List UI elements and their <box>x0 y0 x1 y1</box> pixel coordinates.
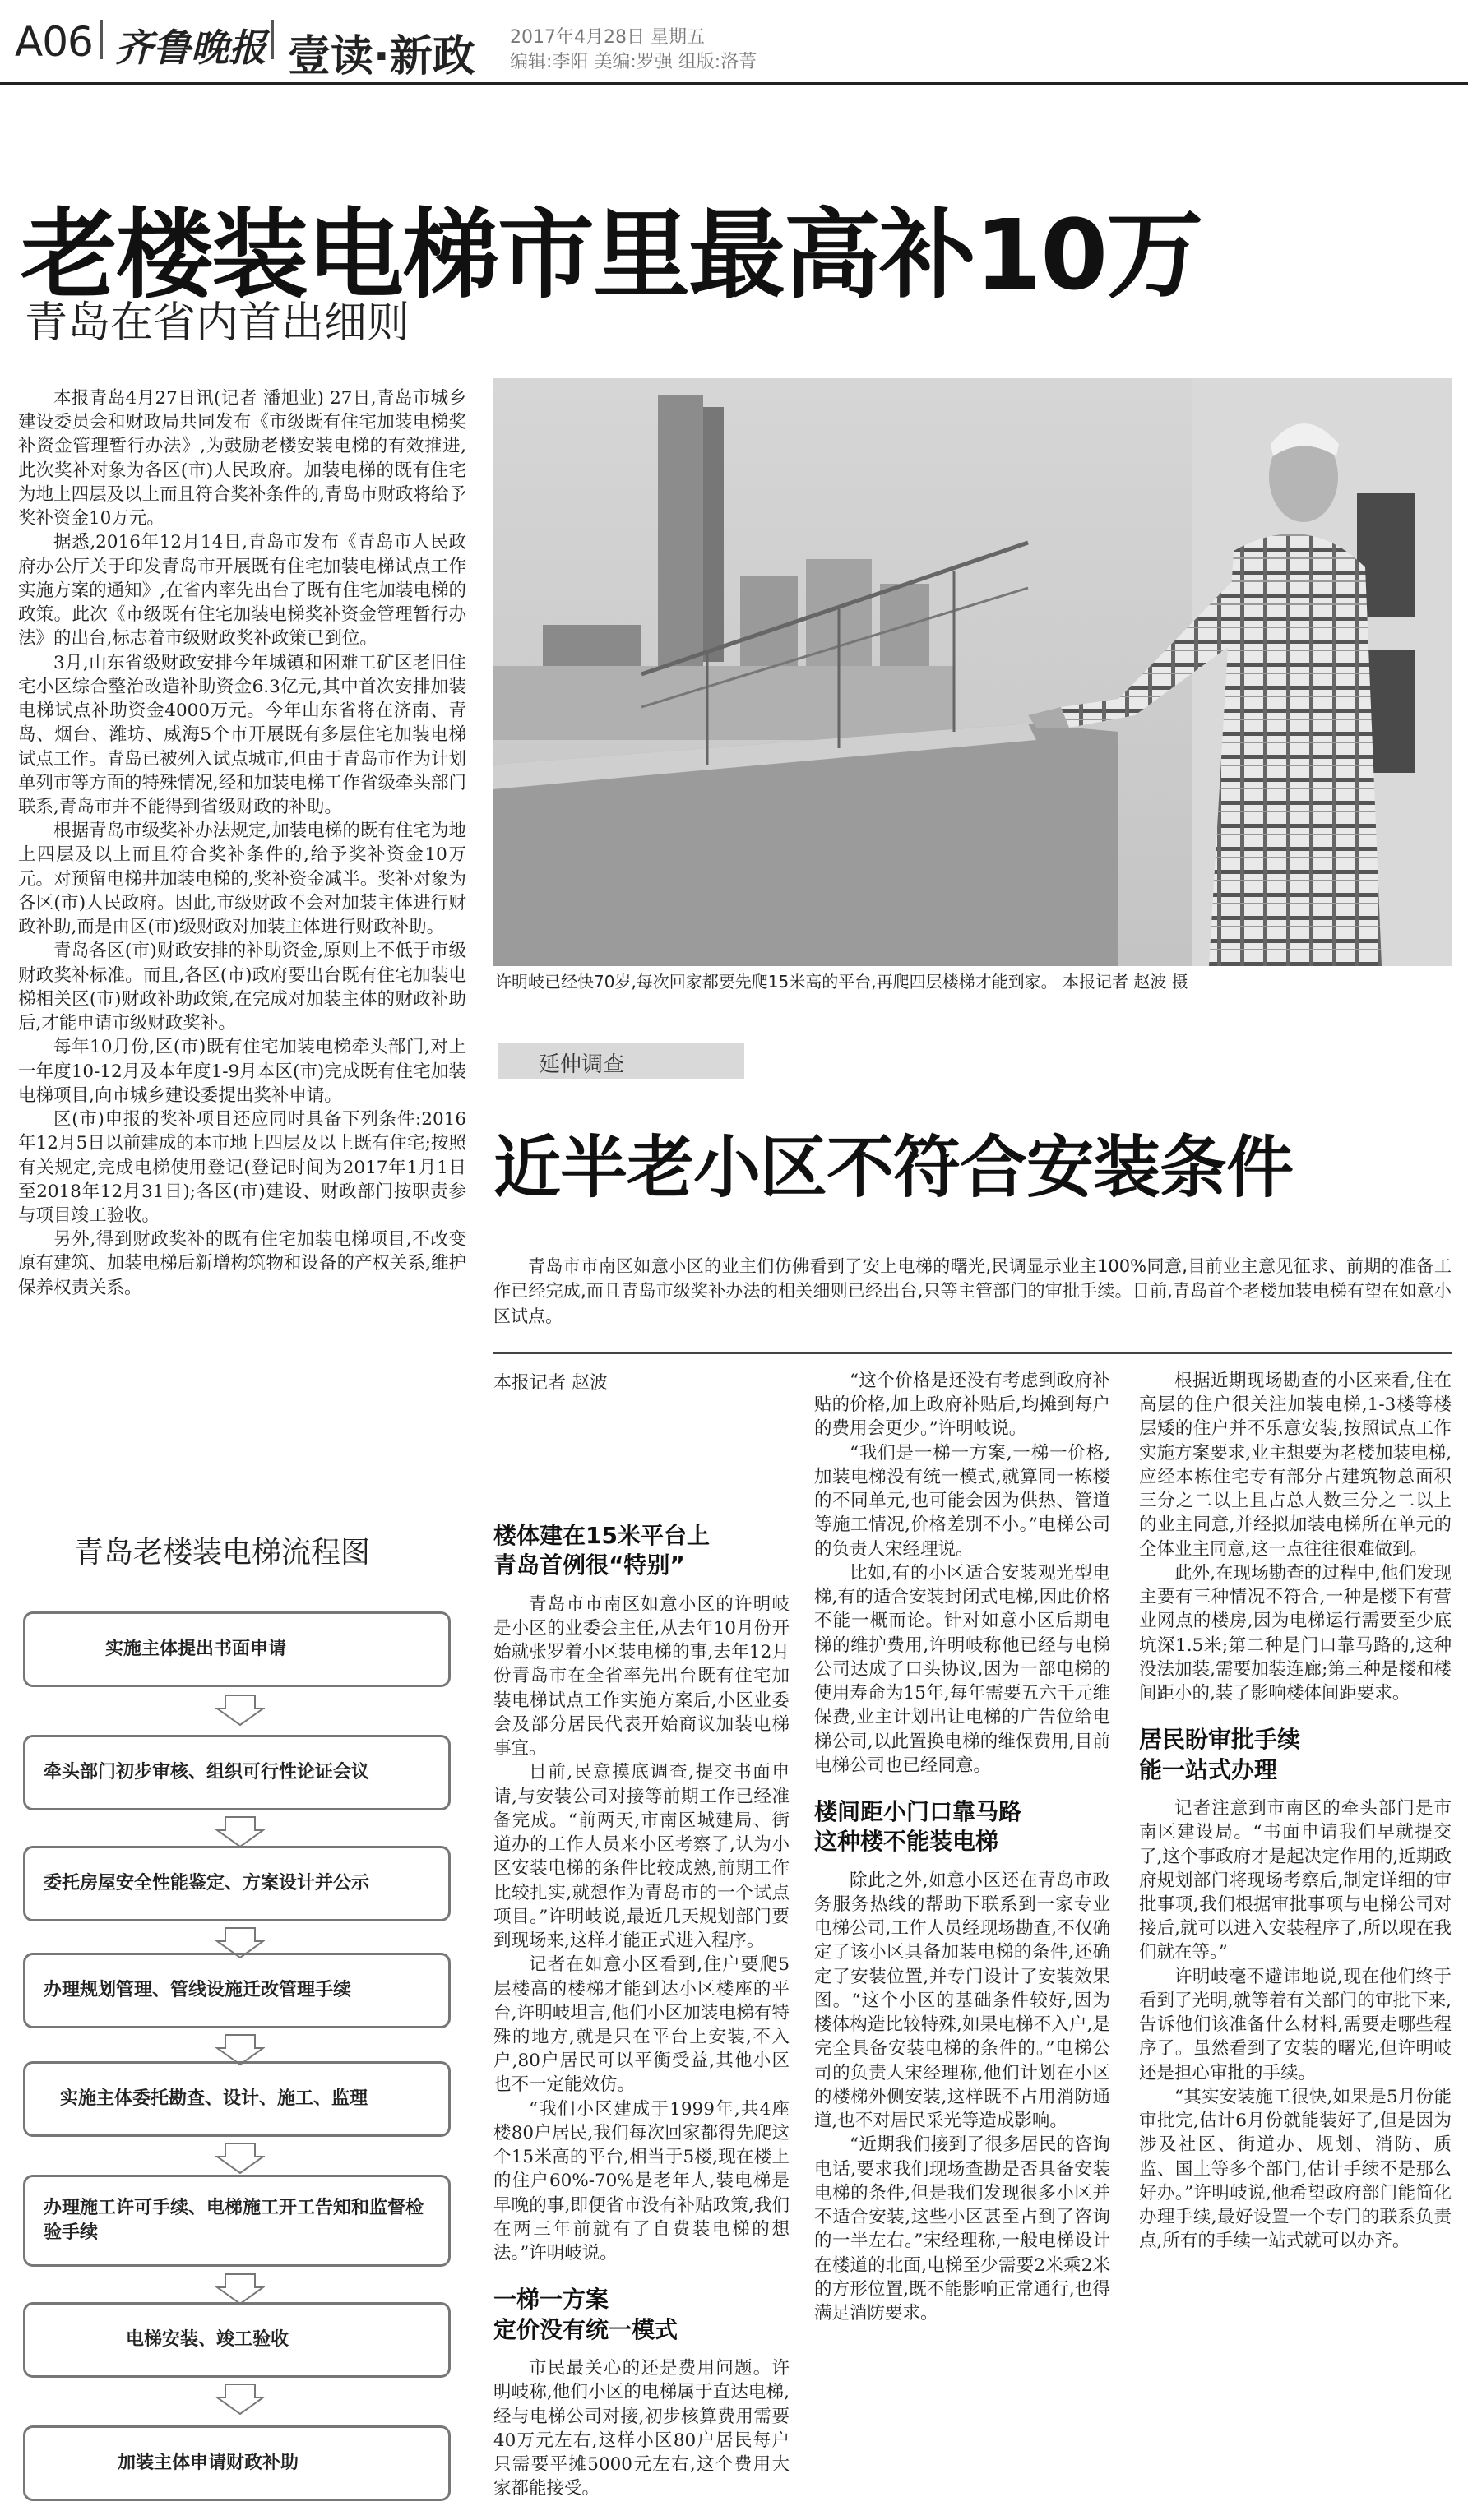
article-paragraph: 记者注意到市南区的牵头部门是市南区建设局。“书面申请我们早就提交了,这个事政府才是起决定作用的,近期政府规划部门将现场考察后,制定详细的审批事项,我们根据审批事项与电梯公司对接后,就可以进入安装程序了,所以现在我们就在等。” <box>1139 1798 1452 1963</box>
article-paragraph: 青岛各区(市)财政安排的补助资金,原则上不低于市级财政奖补标准。而且,各区(市)政府要出台既有住宅加装电梯相关区(市)财政补助政策,在完成对加装主体的财政补助后,才能申请市级财政奖补。 <box>18 941 466 1034</box>
flowchart-step-label: 办理规划管理、管线设施迁改管理手续 <box>44 1980 352 2001</box>
article-column <box>1139 1369 1452 2254</box>
section-title: 壹读·新政 <box>288 32 475 81</box>
flowchart-step-label: 实施主体委托勘查、设计、施工、监理 <box>60 2088 368 2110</box>
article-paragraph: 每年10月份,区(市)既有住宅加装电梯牵头部门,对上一年度10-12月及本年度1-9月本区(市)完成既有住宅加装电梯项目,向市城乡建设委提出奖补申请。 <box>18 1037 466 1106</box>
flowchart-arrow-icon <box>215 2142 265 2175</box>
masthead-divider <box>100 20 103 59</box>
article-paragraph: “我们是一梯一方案,一梯一价格,加装电梯没有统一模式,就算同一栋楼的不同单元,也可能会因为供热、管道等施工情况,价格差别不小。”电梯公司的负责人宋经理说。 <box>814 1442 1110 1560</box>
flowchart-step <box>23 1953 451 2028</box>
flowchart-step <box>23 2175 451 2267</box>
article-paragraph: 除此之外,如意小区还在青岛市政务服务热线的帮助下联系到一家专业电梯公司,工作人员经现场勘查,不仅确定了该小区具备加装电梯的条件,还确定了安装位置,并专门设计了安装效果图。“这个小区的基础条件较好,因为楼体构造比较特殊,如果电梯不入户,是完全具备安装电梯的条件的。”电梯公司的负责人宋经理称,他们计划在小区的楼梯外侧安装,这样既不占用消防通道,也不对居民采光等造成影响。 <box>814 1870 1110 2132</box>
main-article-body <box>18 386 466 1300</box>
photo-scene <box>493 378 1452 966</box>
article-paragraph: 区(市)申报的奖补项目还应同时具备下列条件:2016年12月5日以前建成的本市地上四层及以上既有住宅;按照有关规定,完成电梯使用登记(登记时间为2017年1月1日至2018年12月31日);各区(市)建设、财政部门按职责参与项目竣工验收。 <box>18 1109 466 1226</box>
flowchart-step-label: 牵头部门初步审核、组织可行性论证会议 <box>44 1762 370 1783</box>
article-column <box>814 1369 1110 2325</box>
investigation-headline: 近半老小区不符合安装条件 <box>493 1129 1294 1207</box>
newspaper-logo: 齐鲁晚报 <box>115 25 266 70</box>
article-paragraph: “我们小区建成于1999年,共4座楼80户居民,我们每次回家都得先爬这个15米高的平台,相当于5楼,现在楼上的住户60%-70%是老年人,装电梯是早晚的事,即便省市没有补贴政策,我们在两三年前就有了自费装电梯的想法。”许明岐说。 <box>493 2098 790 2264</box>
article-paragraph: 此外,在现场勘查的过程中,他们发现主要有三种情况不符合,一种是楼下有营业网点的楼房,因为电梯运行需要至少底坑深1.5米;第二种是门口靠马路的,这种没法加装,需要加装连廊;第三种是楼和楼间距小的,装了影响楼体间距要求。 <box>1139 1562 1452 1704</box>
article-paragraph: “这个价格是还没有考虑到政府补贴的价格,加上政府补贴后,均摊到每户的费用会更少。”许明岐说。 <box>814 1371 1110 1440</box>
flowchart-step <box>23 1611 451 1687</box>
article-paragraph: 据悉,2016年12月14日,青岛市发布《青岛市人民政府办公厅关于印发青岛市开展既有住宅加装电梯试点工作实施方案的通知》,在省内率先出台了既有住宅加装电梯的政策。此次《市级既有住宅加装电梯奖补资金管理暂行办法》的出台,标志着市级财政奖补政策已到位。 <box>18 532 466 650</box>
lede-rule <box>493 1352 1452 1354</box>
section-heading: 楼间距小门口靠马路 这种楼不能装电梯 <box>814 1797 1022 1856</box>
article-paragraph: 比如,有的小区适合安装观光型电梯,有的适合安装封闭式电梯,因此价格不能一概而论。针对如意小区后期电梯的维护费用,许明岐称他已经与电梯公司达成了口头协议,因为一部电梯的使用寿命为15年,每年需要五六千元维保费,业主计划出让电梯的广告位给电梯公司,以此置换电梯的维保费用,目前电梯公司也已经同意。 <box>814 1562 1110 1776</box>
flowchart-step <box>23 2425 451 2501</box>
masthead-rule <box>0 82 1468 85</box>
flowchart-step-label: 实施主体提出书面申请 <box>105 1639 287 1660</box>
section-heading: 楼体建在15米平台上 青岛首例很“特别” <box>493 1522 710 1579</box>
masthead-divider <box>271 20 274 59</box>
flowchart-step <box>23 2302 451 2378</box>
flowchart-step <box>23 1846 451 1921</box>
main-headline: 老楼装电梯市里最高补10万 <box>21 198 1202 312</box>
flowchart-arrow-icon <box>215 2383 265 2416</box>
flowchart-arrow-icon <box>215 1694 265 1727</box>
article-paragraph: 目前,民意摸底调查,提交书面申请,与安装公司对接等前期工作已经准备完成。“前两天,市南区城建局、街道办的工作人员来小区考察了,认为小区安装电梯的条件比较成熟,前期工作比较扎实,就想作为青岛市的一个试点项目。”许明岐说,最近几天规划部门要到现场来,这样才能正式进入程序。 <box>493 1762 790 1952</box>
article-paragraph: 根据青岛市级奖补办法规定,加装电梯的既有住宅为地上四层及以上而且符合奖补条件的,给予奖补资金10万元。对预留电梯井加装电梯的,奖补资金减半。奖补对象为各区(市)人民政府。因此,市级财政不会对加装主体进行财政补助,而是由区(市)级财政对加装主体进行财政补助。 <box>18 821 466 938</box>
article-paragraph: 记者在如意小区看到,住户要爬5层楼高的楼梯才能到达小区楼座的平台,许明岐坦言,他们小区加装电梯有特殊的地方,就是只在平台上安装,不入户,80户居民可以平衡受益,其他小区也不一定能效仿。 <box>493 1954 790 2096</box>
article-column <box>493 1521 790 2501</box>
section-heading: 居民盼审批手续 能一站式办理 <box>1139 1726 1301 1783</box>
reporter-byline: 本报记者 赵波 <box>493 1373 608 1394</box>
sub-headline: 青岛在省内首出细则 <box>25 298 410 348</box>
photo-caption: 许明岐已经快70岁,每次回家都要先爬15米高的平台,再爬四层楼梯才能到家。 本报记者 赵波 摄 <box>495 972 1188 992</box>
flowchart-step-label: 电梯安装、竣工验收 <box>126 2329 289 2351</box>
investigation-lede: 青岛市市南区如意小区的业主们仿佛看到了安上电梯的曙光,民调显示业主100%同意,目前业主意见征求、前期的准备工作已经完成,而且青岛市级奖补办法的相关细则已经出台,只等主管部门的审批手续。目前,青岛首个老楼加装电梯有望在如意小区试点。 <box>493 1256 1452 1326</box>
editor-credits: 编辑:李阳 美编:罗强 组版:洛菁 <box>510 52 757 72</box>
article-paragraph: 许明岐毫不避讳地说,现在他们终于看到了光明,就等着有关部门的审批下来,告诉他们该准备什么材料,需要走哪些程序了。虽然看到了安装的曙光,但许明岐还是担心审批的手续。 <box>1139 1966 1452 2083</box>
article-paragraph: “近期我们接到了很多居民的咨询电话,要求我们现场查勘是否具备安装电梯的条件,但是我们发现很多小区并不适合安装,这些小区甚至占到了咨询的一半左右。”宋经理称,一般电梯设计在楼道的北面,电梯至少需要2米乘2米的方形位置,既不能影响正常通行,也得满足消防要求。 <box>814 2134 1110 2323</box>
issue-date: 2017年4月28日 星期五 <box>510 27 705 48</box>
column-kicker: 延伸调查 <box>498 1043 744 1079</box>
article-paragraph: 3月,山东省级财政安排今年城镇和困难工矿区老旧住宅小区综合整治改造补助资金6.3亿元,其中首次安排加装电梯试点补助资金4000万元。今年山东省将在济南、青岛、烟台、潍坊、威海5个市开展既有多层住宅加装电梯试点工作。青岛已被列入试点城市,但由于青岛市作为计划单列市等方面的特殊情况,经和加装电梯工作省级牵头部门联系,青岛市并不能得到省级财政的补助。 <box>18 652 466 817</box>
flowchart-arrow-icon <box>215 1815 265 1848</box>
flowchart-step-label: 委托房屋安全性能鉴定、方案设计并公示 <box>44 1873 370 1894</box>
article-paragraph: 另外,得到财政奖补的既有住宅加装电梯项目,不改变原有建筑、加装电梯后新增构筑物和设备的产权关系,维护保养权责关系。 <box>18 1229 466 1298</box>
article-paragraph: 市民最关心的还是费用问题。许明岐称,他们小区的电梯属于直达电梯,经与电梯公司对接,初步核算费用需要40万元左右,这样小区80户居民每户只需要平摊5000元左右,这个费用大家都能接受。 <box>493 2358 790 2499</box>
flowchart-step <box>23 1735 451 1810</box>
article-paragraph: 根据近期现场勘查的小区来看,住在高层的住户很关注加装电梯,1-3楼等楼层矮的住户并不乐意安装,按照试点工作实施方案要求,业主想要为老楼加装电梯,应经本栋住宅专有部分占建筑物总面积三分之二以上且占总人数三分之二以上的业主同意,并经拟加装电梯所在单元的全体业主同意,这一点往往很难做到。 <box>1139 1371 1452 1560</box>
article-paragraph: 本报青岛4月27日讯(记者 潘旭业) 27日,青岛市城乡建设委员会和财政局共同发布《市级既有住宅加装电梯奖补资金管理暂行办法》,为鼓励老楼安装电梯的有效推进,此次奖补对象为各区(市)人民政府。加装电梯的既有住宅为地上四层及以上而且符合奖补条件的,青岛市财政将给予奖补资金10万元。 <box>18 388 466 529</box>
flowchart-step-label: 办理施工许可手续、电梯施工开工告知和监督检验手续 <box>44 2198 424 2243</box>
flowchart-step-label: 加装主体申请财政补助 <box>118 2453 299 2474</box>
article-paragraph: “其实安装施工很快,如果是5月份能审批完,估计6月份就能装好了,但是因为涉及社区、街道办、规划、消防、质监、国土等多个部门,估计手续不是那么好办。”许明岐说,他希望政府部门能简化办理手续,最好设置一个专门的联系负责点,所有的手续一站式就可以办齐。 <box>1139 2086 1452 2252</box>
page-number: A06 <box>15 18 93 66</box>
article-paragraph: 青岛市市南区如意小区的许明岐是小区的业委会主任,从去年10月份开始就张罗着小区装电梯的事,去年12月份青岛市在全省率先出台既有住宅加装电梯试点工作实施方案后,小区业委会及部分居民代表开始商议加装电梯事宜。 <box>493 1593 790 1759</box>
flowchart-arrow-icon <box>215 2273 265 2305</box>
flowchart-step <box>23 2061 451 2137</box>
news-photo <box>493 378 1452 966</box>
flowchart-title: 青岛老楼装电梯流程图 <box>74 1536 371 1570</box>
section-heading: 一梯一方案 定价没有统一模式 <box>493 2286 678 2343</box>
